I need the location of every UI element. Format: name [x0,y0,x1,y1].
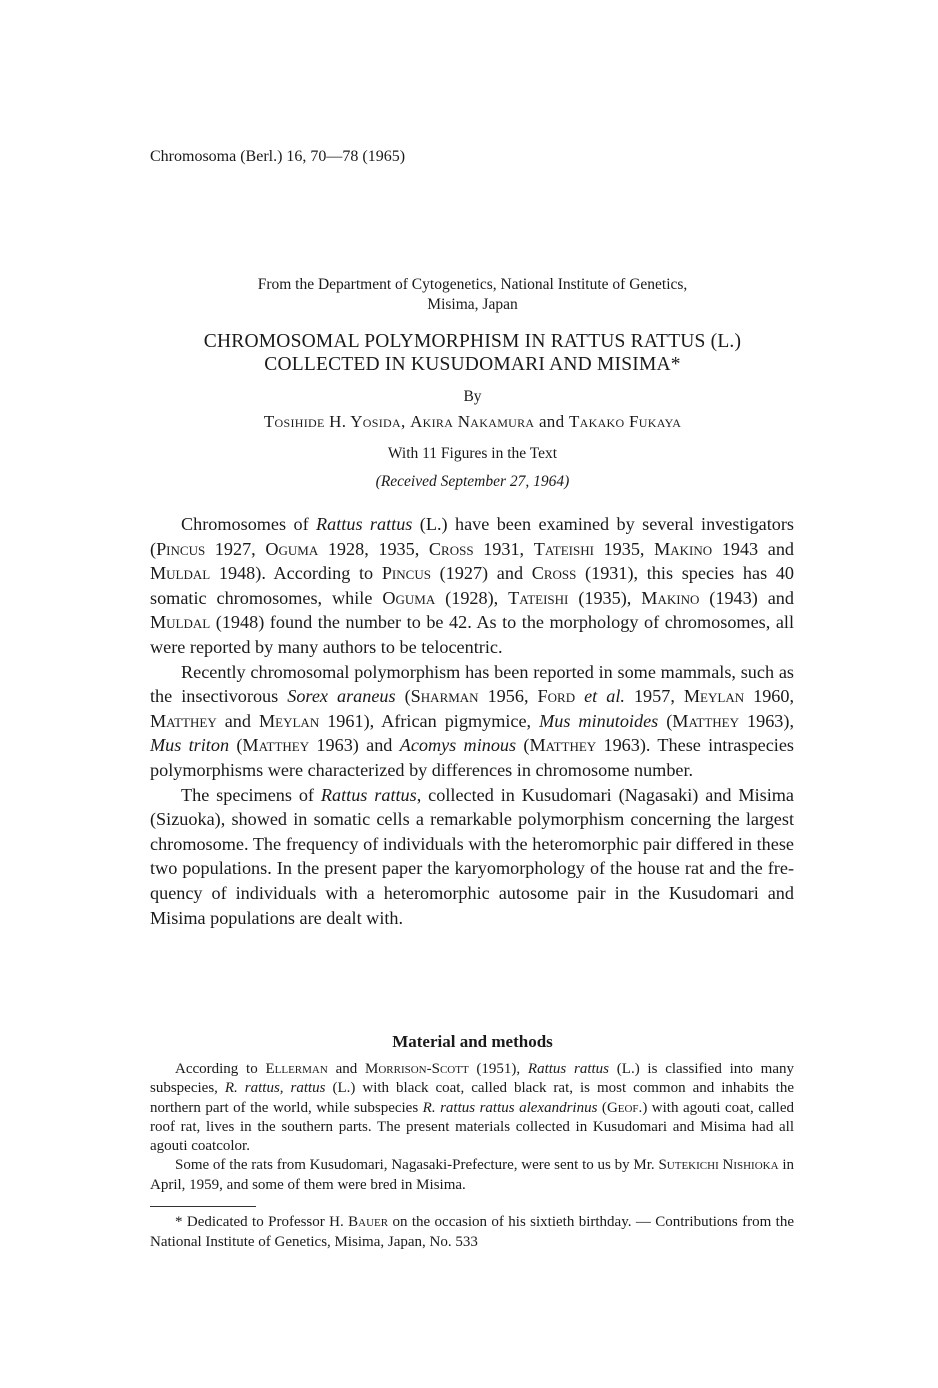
by-label: By [463,388,482,405]
affiliation-line-1: From the Department of Cytogenetics, National Institute of Genetics, [257,276,688,293]
author-1: Tosihide H. Yosida [263,412,401,431]
figures-note: With 11 Figures in the Text [387,445,558,462]
footnote-rule [150,1206,256,1207]
journal-citation: Chromosoma (Berl.) 16, 70—78 (1965) [150,148,406,165]
methods-paragraph-2: Some of the rats from Kusudomari, Nagasaki-Prefecture, were sent to us by Mr. Sutekichi Nishioka in April, 1959, and some of them were bred in Misima. [150,1157,794,1193]
author-list [140,412,805,432]
section-heading-material-methods: Material and methods [392,1032,553,1051]
title-line-1: CHROMOSOMAL POLYMORPHISM IN RATTUS RATTUS (L.) [203,331,742,352]
methods-text [150,1060,794,1195]
author-separator: and [534,412,569,431]
footnote-text: * Dedicated to Professor H. Bauer on the occasion of his sixtieth birthday. — Contributions from the National Institute of Genetics, Misima, Japan, No. 533 [150,1214,794,1250]
title-line-2: COLLECTED IN KUSUDOMARI AND MISIMA* [264,354,681,375]
received-date: (Received September 27, 1964) [375,473,570,490]
methods-paragraph-1: According to Ellerman and Morrison-Scott (1951), Rattus rattus (L.) is classified into many subspecies, R. rattus, rattus (L.) with black coat, called black rat, is most common and inhabits the northern part of the world, while subspecies R. rattus rattus alexandrinus (Geof.) with agouti coat, called roof rat, lives in the southern parts. The present materials collected in Kusudomari and Misima had all agouti coatcolor. [150,1061,795,1155]
paper-title [140,330,805,376]
intro-paragraph-3: The specimens of Rattus rattus, collected in Kusudomari (Nagasaki) and Misima (Sizuoka), showed in somatic cells a remarkable polymorphism concerning the largest chromosome. The frequency of individuals with the heteromorphic pair differed in these two populations. In the present paper the karyomorphology of the house rat and the frequency of individuals with a heteromorphic autosome pair in the Kusudomari and Misima populations are dealt with. [150,784,794,928]
footnote [150,1212,794,1252]
author-separator: , [400,412,411,431]
intro-paragraph-1: Chromosomes of Rattus rattus (L.) have been examined by several investigators (Pincus 1927, Oguma 1928, 1935, Cross 1931, Tateishi 1935, Makino 1943 and Muldal 1948). According to Pincus (1927) and Cross (1931), this species has 40 somatic chromosomes, while Oguma (1928), Tateishi (1935), Makino (1943) and Muldal (1948) found the number to be 42. As to the morphology of chromosomes, all were reported by many authors to be telocentric. [150,514,795,657]
affiliation [140,275,805,315]
author-3: Takako Fukaya [568,412,682,431]
affiliation-line-2: Misima, Japan [427,296,518,313]
author-2: Akira Nakamura [410,412,535,431]
intro-paragraph-2: Recently chromosomal polymorphism has been reported in some mammals, such as the insectivorous Sorex araneus (Sharman 1956, Ford et al. 1957, Meylan 1960, Matthey and Meylan 1961), African pigmymice, Mus minutoides (Matthey 1963), Mus triton (Matthey 1963) and Acomys minous (Matthey 1963). These intraspecies polymorphisms were characterized by differences in chromosome number. [150,661,795,780]
introduction-text [150,512,794,930]
